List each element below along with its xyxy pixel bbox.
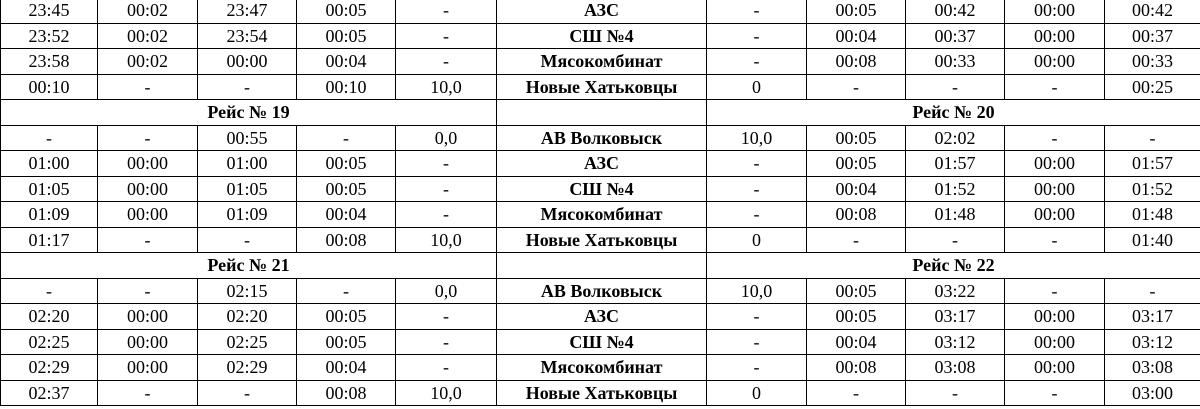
return-cell: 00:00 bbox=[1005, 49, 1105, 75]
stop-row bbox=[1, 329, 1200, 355]
forward-cell: 23:52 bbox=[1, 23, 98, 49]
forward-cell: 00:04 bbox=[297, 49, 396, 75]
return-cell: 02:02 bbox=[906, 125, 1005, 151]
forward-cell: 01:05 bbox=[198, 176, 297, 202]
stop-name: СШ №4 bbox=[497, 176, 707, 202]
stop-name: Новые Хатьковцы bbox=[497, 74, 707, 100]
forward-cell: - bbox=[198, 227, 297, 253]
forward-cell: 10,0 bbox=[396, 74, 497, 100]
return-cell: 00:05 bbox=[807, 125, 906, 151]
forward-cell: 00:04 bbox=[297, 202, 396, 228]
forward-cell: 00:05 bbox=[297, 304, 396, 330]
forward-cell: - bbox=[396, 304, 497, 330]
forward-cell: 01:17 bbox=[1, 227, 98, 253]
stop-name: Мясокомбинат bbox=[497, 202, 707, 228]
return-cell: 00:25 bbox=[1105, 74, 1200, 100]
stop-name: АЗС bbox=[497, 151, 707, 177]
return-cell: 00:00 bbox=[1005, 151, 1105, 177]
return-cell: - bbox=[807, 380, 906, 406]
return-cell: 01:52 bbox=[906, 176, 1005, 202]
forward-cell: 0,0 bbox=[396, 125, 497, 151]
forward-cell: 00:00 bbox=[98, 304, 198, 330]
return-cell: 00:05 bbox=[807, 0, 906, 23]
trip-number-forward: Рейс № 21 bbox=[1, 253, 497, 279]
return-cell: 03:12 bbox=[906, 329, 1005, 355]
stop-row bbox=[1, 151, 1200, 177]
forward-cell: 01:09 bbox=[198, 202, 297, 228]
return-cell: 10,0 bbox=[707, 278, 807, 304]
forward-cell: - bbox=[396, 151, 497, 177]
forward-cell: 00:10 bbox=[1, 74, 98, 100]
return-cell: 00:33 bbox=[1105, 49, 1200, 75]
stop-name: АЗС bbox=[497, 304, 707, 330]
return-cell: 00:00 bbox=[1005, 304, 1105, 330]
return-cell: 00:00 bbox=[1005, 176, 1105, 202]
stop-name: Мясокомбинат bbox=[497, 355, 707, 381]
return-cell: 00:37 bbox=[906, 23, 1005, 49]
forward-cell: 00:05 bbox=[297, 0, 396, 23]
return-cell: - bbox=[1005, 125, 1105, 151]
forward-cell: - bbox=[396, 329, 497, 355]
forward-cell: 00:00 bbox=[98, 202, 198, 228]
stop-row bbox=[1, 380, 1200, 406]
stop-row bbox=[1, 0, 1200, 23]
return-cell: 00:05 bbox=[807, 278, 906, 304]
return-cell: 00:00 bbox=[1005, 202, 1105, 228]
return-cell: 03:17 bbox=[1105, 304, 1200, 330]
forward-cell: - bbox=[198, 380, 297, 406]
return-cell: - bbox=[707, 304, 807, 330]
return-cell: - bbox=[707, 49, 807, 75]
forward-cell: 0,0 bbox=[396, 278, 497, 304]
trip-header-row bbox=[1, 100, 1200, 126]
return-cell: 00:05 bbox=[807, 151, 906, 177]
return-cell: 03:08 bbox=[1105, 355, 1200, 381]
forward-cell: - bbox=[396, 176, 497, 202]
forward-cell: - bbox=[98, 74, 198, 100]
return-cell: - bbox=[906, 227, 1005, 253]
return-cell: - bbox=[1005, 380, 1105, 406]
forward-cell: 23:45 bbox=[1, 0, 98, 23]
forward-cell: 00:05 bbox=[297, 151, 396, 177]
forward-cell: - bbox=[396, 0, 497, 23]
forward-cell: 10,0 bbox=[396, 380, 497, 406]
return-cell: 00:00 bbox=[1005, 0, 1105, 23]
return-cell: 03:17 bbox=[906, 304, 1005, 330]
return-cell: - bbox=[1105, 125, 1200, 151]
return-cell: 01:40 bbox=[1105, 227, 1200, 253]
forward-cell: - bbox=[396, 49, 497, 75]
forward-cell: 02:15 bbox=[198, 278, 297, 304]
forward-cell: 02:25 bbox=[1, 329, 98, 355]
forward-cell: 02:29 bbox=[198, 355, 297, 381]
return-cell: 01:57 bbox=[1105, 151, 1200, 177]
return-cell: - bbox=[1005, 227, 1105, 253]
forward-cell: 00:10 bbox=[297, 74, 396, 100]
forward-cell: 00:00 bbox=[98, 151, 198, 177]
return-cell: - bbox=[1005, 278, 1105, 304]
forward-cell: 02:20 bbox=[198, 304, 297, 330]
return-cell: 0 bbox=[707, 380, 807, 406]
forward-cell: 10,0 bbox=[396, 227, 497, 253]
forward-cell: 00:02 bbox=[98, 0, 198, 23]
return-cell: 10,0 bbox=[707, 125, 807, 151]
forward-cell: 01:00 bbox=[1, 151, 98, 177]
return-cell: 00:08 bbox=[807, 202, 906, 228]
return-cell: 00:42 bbox=[1105, 0, 1200, 23]
stop-row bbox=[1, 176, 1200, 202]
forward-cell: 00:08 bbox=[297, 380, 396, 406]
forward-cell: 00:02 bbox=[98, 49, 198, 75]
trip-number-return: Рейс № 20 bbox=[707, 100, 1200, 126]
return-cell: 00:05 bbox=[807, 304, 906, 330]
return-cell: - bbox=[707, 151, 807, 177]
return-cell: - bbox=[707, 23, 807, 49]
trip-number-return: Рейс № 22 bbox=[707, 253, 1200, 279]
return-cell: 00:04 bbox=[807, 176, 906, 202]
stop-row bbox=[1, 355, 1200, 381]
trip-header-spacer bbox=[497, 253, 707, 279]
forward-cell: - bbox=[297, 125, 396, 151]
forward-cell: - bbox=[396, 23, 497, 49]
forward-cell: 00:05 bbox=[297, 23, 396, 49]
return-cell: 00:00 bbox=[1005, 329, 1105, 355]
return-cell: - bbox=[707, 202, 807, 228]
return-cell: - bbox=[707, 355, 807, 381]
forward-cell: 23:47 bbox=[198, 0, 297, 23]
return-cell: 00:04 bbox=[807, 23, 906, 49]
forward-cell: 00:00 bbox=[198, 49, 297, 75]
return-cell: 00:37 bbox=[1105, 23, 1200, 49]
forward-cell: 00:55 bbox=[198, 125, 297, 151]
return-cell: 01:57 bbox=[906, 151, 1005, 177]
stop-row bbox=[1, 125, 1200, 151]
stop-row bbox=[1, 202, 1200, 228]
return-cell: - bbox=[906, 380, 1005, 406]
forward-cell: 00:00 bbox=[98, 176, 198, 202]
return-cell: - bbox=[807, 227, 906, 253]
forward-cell: 00:00 bbox=[98, 329, 198, 355]
stop-row bbox=[1, 23, 1200, 49]
return-cell: 00:08 bbox=[807, 49, 906, 75]
stop-name: АВ Волковыск bbox=[497, 278, 707, 304]
forward-cell: - bbox=[1, 125, 98, 151]
forward-cell: 02:20 bbox=[1, 304, 98, 330]
forward-cell: 02:29 bbox=[1, 355, 98, 381]
return-cell: 00:00 bbox=[1005, 23, 1105, 49]
stop-name: СШ №4 bbox=[497, 329, 707, 355]
trip-header-row bbox=[1, 253, 1200, 279]
forward-cell: - bbox=[98, 227, 198, 253]
return-cell: 01:48 bbox=[1105, 202, 1200, 228]
return-cell: - bbox=[1105, 278, 1200, 304]
return-cell: 00:00 bbox=[1005, 355, 1105, 381]
stop-row bbox=[1, 278, 1200, 304]
forward-cell: 02:37 bbox=[1, 380, 98, 406]
return-cell: 00:33 bbox=[906, 49, 1005, 75]
forward-cell: 01:09 bbox=[1, 202, 98, 228]
forward-cell: 00:02 bbox=[98, 23, 198, 49]
forward-cell: - bbox=[98, 278, 198, 304]
forward-cell: - bbox=[396, 355, 497, 381]
forward-cell: 00:05 bbox=[297, 176, 396, 202]
stop-row bbox=[1, 304, 1200, 330]
return-cell: - bbox=[707, 329, 807, 355]
forward-cell: 00:08 bbox=[297, 227, 396, 253]
forward-cell: 00:04 bbox=[297, 355, 396, 381]
stop-name: СШ №4 bbox=[497, 23, 707, 49]
forward-cell: 00:00 bbox=[98, 355, 198, 381]
forward-cell: - bbox=[98, 125, 198, 151]
return-cell: 03:00 bbox=[1105, 380, 1200, 406]
return-cell: 03:08 bbox=[906, 355, 1005, 381]
return-cell: 0 bbox=[707, 74, 807, 100]
forward-cell: - bbox=[98, 380, 198, 406]
forward-cell: 01:05 bbox=[1, 176, 98, 202]
forward-cell: 23:54 bbox=[198, 23, 297, 49]
forward-cell: 00:05 bbox=[297, 329, 396, 355]
return-cell: 00:04 bbox=[807, 329, 906, 355]
return-cell: 0 bbox=[707, 227, 807, 253]
return-cell: - bbox=[807, 74, 906, 100]
return-cell: 00:08 bbox=[807, 355, 906, 381]
stop-row bbox=[1, 49, 1200, 75]
forward-cell: - bbox=[198, 74, 297, 100]
return-cell: 01:52 bbox=[1105, 176, 1200, 202]
stop-name: Новые Хатьковцы bbox=[497, 380, 707, 406]
forward-cell: 01:00 bbox=[198, 151, 297, 177]
forward-cell: - bbox=[1, 278, 98, 304]
stop-name: АЗС bbox=[497, 0, 707, 23]
trip-number-forward: Рейс № 19 bbox=[1, 100, 497, 126]
return-cell: - bbox=[707, 0, 807, 23]
stop-row bbox=[1, 74, 1200, 100]
return-cell: 00:42 bbox=[906, 0, 1005, 23]
return-cell: 03:12 bbox=[1105, 329, 1200, 355]
forward-cell: - bbox=[396, 202, 497, 228]
forward-cell: - bbox=[297, 278, 396, 304]
return-cell: 01:48 bbox=[906, 202, 1005, 228]
stop-name: АВ Волковыск bbox=[497, 125, 707, 151]
return-cell: 03:22 bbox=[906, 278, 1005, 304]
return-cell: - bbox=[906, 74, 1005, 100]
return-cell: - bbox=[707, 176, 807, 202]
stop-name: Новые Хатьковцы bbox=[497, 227, 707, 253]
return-cell: - bbox=[1005, 74, 1105, 100]
forward-cell: 23:58 bbox=[1, 49, 98, 75]
stop-row bbox=[1, 227, 1200, 253]
stop-name: Мясокомбинат bbox=[497, 49, 707, 75]
schedule-body bbox=[1, 0, 1200, 406]
forward-cell: 02:25 bbox=[198, 329, 297, 355]
trip-header-spacer bbox=[497, 100, 707, 126]
